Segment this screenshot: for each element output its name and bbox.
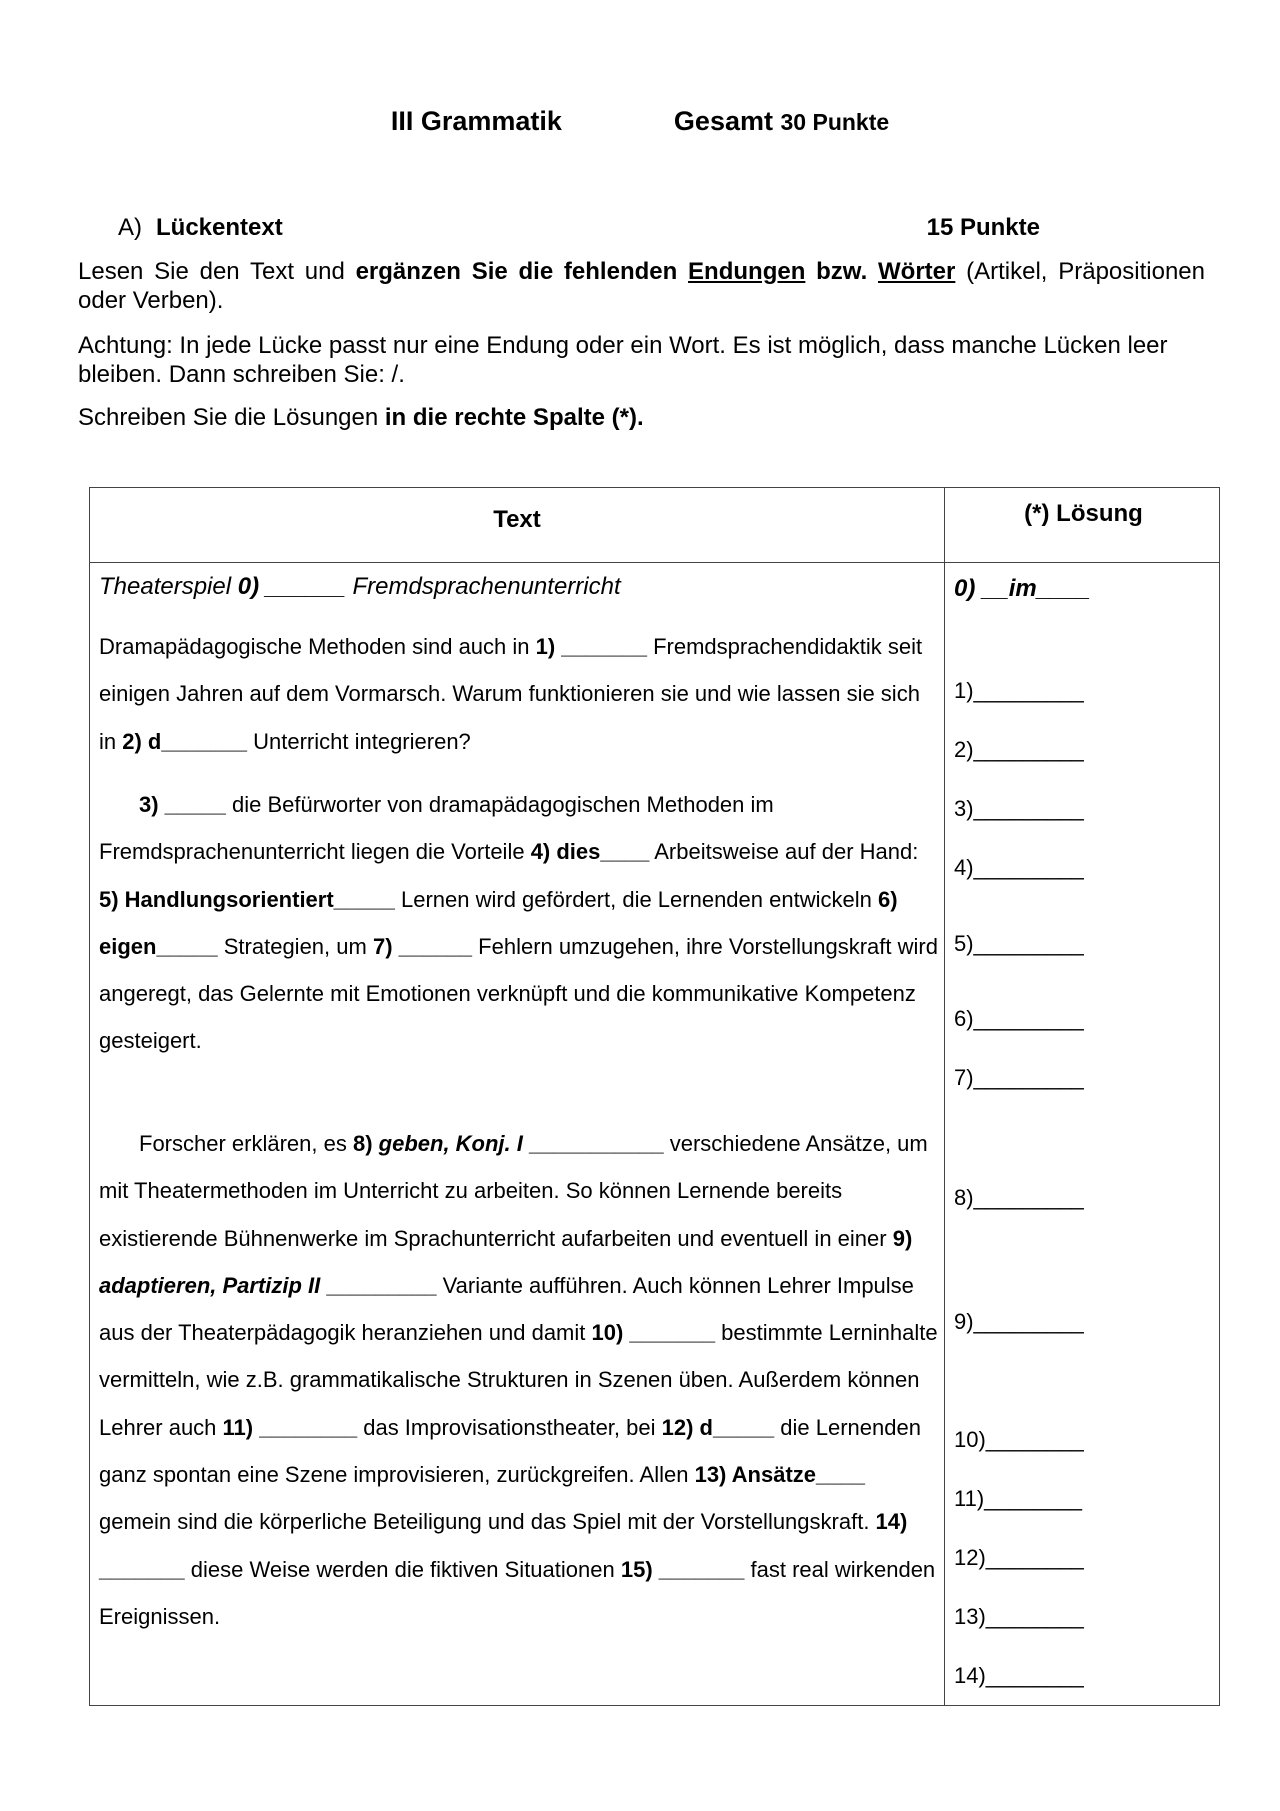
column-divider	[944, 488, 945, 1705]
grammar-heading: III Grammatik	[390, 106, 562, 136]
gap-11: 11) ________	[222, 1414, 358, 1440]
solution-3[interactable]: 3)_________	[954, 796, 1084, 821]
exercise-table	[89, 487, 1220, 1706]
paragraph-1: Dramapädagogische Methoden sind auch in 1) _______ Fremdsprachendidaktik seit einigen Jahren auf dem Vormarsch. Warum funktionieren sie und wie lassen sie sich in 2) d_______ Unterricht integrieren?	[99, 634, 923, 754]
instruction-2: Achtung: In jede Lücke passt nur eine Endung oder ein Wort. Es ist möglich, dass manche Lücken leer bleiben. Dann schreiben Sie: /.	[78, 332, 1168, 388]
gap-8: 8) geben, Konj. I ___________	[352, 1131, 664, 1156]
solution-12[interactable]: 12)________	[954, 1545, 1084, 1570]
header-divider	[90, 562, 1219, 563]
gap-9: 9) adaptieren, Partizip II _________	[99, 1225, 913, 1298]
gap-5: 5) Handlungsorientiert_____	[99, 886, 395, 912]
gap-12: 12) d_____	[661, 1414, 775, 1440]
total-points: 30 Punkte	[780, 109, 890, 135]
solution-4[interactable]: 4)_________	[954, 855, 1084, 880]
solution-2[interactable]: 2)_________	[954, 737, 1084, 762]
solution-1[interactable]: 1)_________	[954, 678, 1084, 703]
paragraph-3: Forscher erklären, es 8) geben, Konj. I ___________ verschiedene Ansätze, um mit Theatermethoden im Unterricht zu arbeiten. So können Lernende bereits existierende Bühnenwerke im Sprachunterricht aufarbeiten und eventuell in einer 9) adaptieren, Partizip II _________ Variante aufführen. Auch können Lehrer Impulse aus der Theaterpädagogik heranziehen und damit 10) _______ bestimmte Lerninhalte vermitteln, wie z.B. grammatikalische Strukturen in Szenen üben. Außerdem können Lehrer auch 11) ________ das Improvisationstheater, bei 12) d_____ die Lernenden ganz spontan eine Szene improvisieren, zurückgreifen. Allen 13) Ansätze____ gemein sind die körperliche Beteiligung und das Spiel mit der Vorstellungskraft. 14) _______ diese Weise werden die fiktiven Situationen 15) _______ fast real wirkenden Ereignissen.	[99, 1131, 938, 1629]
gap-15: 15) _______	[620, 1556, 745, 1582]
solution-8[interactable]: 8)_________	[954, 1185, 1084, 1210]
solution-14[interactable]: 14)________	[954, 1663, 1084, 1688]
solution-0: 0) __im____	[954, 575, 1091, 602]
solution-13[interactable]: 13)________	[954, 1604, 1084, 1629]
instruction-1: Lesen Sie den Text und ergänzen Sie die fehlenden Endungen bzw. Wörter (Artikel, Präpositionen oder Verben).	[78, 258, 1205, 314]
gap-10: 10) _______	[591, 1320, 716, 1346]
total-label: Gesamt	[673, 106, 773, 136]
gap-7: 7) ______	[372, 933, 473, 959]
column-header-solution: (*) Lösung	[1024, 500, 1143, 527]
gap-4: 4) dies____	[530, 839, 650, 865]
gap-13: 13) Ansätze____	[694, 1462, 865, 1488]
text-subtitle: Theaterspiel 0) ______ Fremdsprachenunterricht	[99, 573, 621, 600]
section-letter: A)	[118, 214, 142, 241]
paragraph-2: 3) _____ die Befürworter von dramapädagogischen Methoden im Fremdsprachenunterricht liegen die Vorteile 4) dies____ Arbeitsweise auf der Hand: 5) Handlungsorientiert_____ Lernen wird gefördert, die Lernenden entwickeln 6) eigen_____ Strategien, um 7) ______ Fehlern umzugehen, ihre Vorstellungskraft wird angeregt, das Gelernte mit Emotionen verknüpft und die kommunikative Kompetenz gesteigert.	[99, 792, 938, 1054]
gap-3: 3) _____	[139, 792, 226, 817]
gap-6: 6) eigen_____	[99, 886, 898, 959]
solution-10[interactable]: 10)________	[954, 1427, 1084, 1452]
gap-14: 14) _______	[99, 1509, 908, 1582]
solution-9[interactable]: 9)_________	[954, 1309, 1084, 1334]
section-title: Lückentext	[156, 214, 283, 241]
section-points: 15 Punkte	[926, 214, 1040, 241]
solution-7[interactable]: 7)_________	[954, 1065, 1084, 1090]
column-header-text: Text	[493, 506, 541, 533]
solution-11[interactable]: 11)________	[954, 1486, 1083, 1511]
gap-2: 2) d_______	[122, 728, 248, 754]
instruction-3: Schreiben Sie die Lösungen in die rechte Spalte (*).	[78, 404, 644, 431]
solution-5[interactable]: 5)_________	[954, 931, 1084, 956]
solution-6[interactable]: 6)_________	[954, 1006, 1084, 1031]
page-title	[0, 106, 1280, 137]
section-heading	[118, 214, 1040, 242]
gap-1: 1) _______	[535, 634, 647, 659]
